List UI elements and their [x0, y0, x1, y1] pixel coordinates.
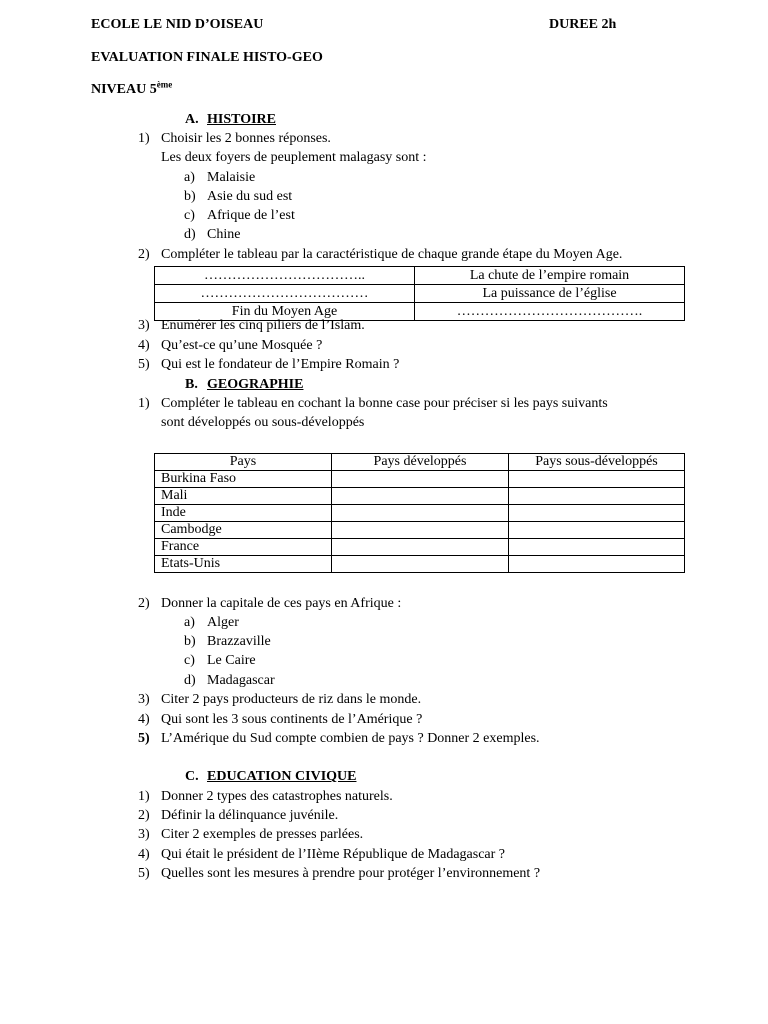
question-number: 2): [138, 808, 150, 823]
question-number: 5): [138, 866, 150, 881]
underdeveloped-checkbox-cell[interactable]: [509, 539, 685, 556]
question-subtext: Les deux foyers de peuplement malagasy sont :: [161, 150, 427, 165]
option-text: Madagascar: [207, 673, 275, 688]
option-letter: c): [184, 208, 195, 223]
question-text: Enumérer les cinq piliers de l’Islam.: [161, 318, 365, 333]
question-number: 4): [138, 847, 150, 862]
question-text: Quelles sont les mesures à prendre pour protéger l’environnement ?: [161, 866, 541, 881]
question-text-continued: sont développés ou sous-développés: [161, 415, 365, 430]
option-text: Le Caire: [207, 653, 256, 668]
country-cell: Cambodge: [155, 522, 332, 539]
option-text: Brazzaville: [207, 634, 271, 649]
option-text: Alger: [207, 615, 239, 630]
country-cell: Inde: [155, 505, 332, 522]
question-number: 2): [138, 596, 150, 611]
section-geographie-letter: B.: [185, 377, 198, 392]
option-text: Malaisie: [207, 170, 256, 185]
question-number: 1): [138, 396, 150, 411]
table-row: [155, 488, 685, 505]
table-cell: ………………………………….: [415, 303, 685, 321]
table-header: Pays: [155, 454, 332, 471]
table-cell: La chute de l’empire romain: [415, 267, 685, 285]
underdeveloped-checkbox-cell[interactable]: [509, 505, 685, 522]
question-number: 3): [138, 827, 150, 842]
question-number: 2): [138, 247, 150, 262]
question-text: Donner la capitale de ces pays en Afrique :: [161, 596, 402, 611]
table-cell: ………………………………: [155, 285, 415, 303]
country-cell: France: [155, 539, 332, 556]
developed-checkbox-cell[interactable]: [332, 471, 509, 488]
question-text: Citer 2 exemples de presses parlées.: [161, 827, 364, 842]
question-number: 1): [138, 131, 150, 146]
developed-checkbox-cell[interactable]: [332, 505, 509, 522]
underdeveloped-checkbox-cell[interactable]: [509, 471, 685, 488]
question-number: 3): [138, 692, 150, 707]
question-number: 5): [138, 357, 150, 372]
option-letter: d): [184, 227, 196, 242]
option-letter: a): [184, 615, 195, 630]
level-text: NIVEAU 5: [91, 82, 157, 97]
table-row: [155, 556, 685, 573]
duration: DUREE 2h: [549, 17, 617, 32]
table-header-row: [155, 454, 685, 471]
option-letter: b): [184, 634, 196, 649]
table-row: [155, 267, 685, 285]
table-row: [155, 471, 685, 488]
exam-title: EVALUATION FINALE HISTO-GEO: [91, 50, 323, 65]
underdeveloped-checkbox-cell[interactable]: [509, 522, 685, 539]
table-header: Pays sous-développés: [509, 454, 685, 471]
developed-checkbox-cell[interactable]: [332, 488, 509, 505]
table-row: [155, 539, 685, 556]
option-text: Asie du sud est: [207, 189, 293, 204]
question-text: Qu’est-ce qu’une Mosquée ?: [161, 338, 323, 353]
option-letter: c): [184, 653, 195, 668]
school-name: ECOLE LE NID D’OISEAU: [91, 17, 264, 32]
question-text: Citer 2 pays producteurs de riz dans le monde.: [161, 692, 422, 707]
question-number: 5): [138, 731, 150, 746]
question-text: L’Amérique du Sud compte combien de pays ? Donner 2 exemples.: [161, 731, 540, 746]
developed-checkbox-cell[interactable]: [332, 556, 509, 573]
underdeveloped-checkbox-cell[interactable]: [509, 488, 685, 505]
table-cell: ……………………………..: [155, 267, 415, 285]
table-row: [155, 522, 685, 539]
question-text: Choisir les 2 bonnes réponses.: [161, 131, 331, 146]
country-cell: Burkina Faso: [155, 471, 332, 488]
section-histoire-letter: A.: [185, 112, 199, 127]
question-text: Qui est le fondateur de l’Empire Romain ?: [161, 357, 400, 372]
question-text: Compléter le tableau par la caractéristique de chaque grande étape du Moyen Age.: [161, 247, 623, 262]
developed-checkbox-cell[interactable]: [332, 522, 509, 539]
question-text: Qui était le président de l’IIème République de Madagascar ?: [161, 847, 506, 862]
question-text: Compléter le tableau en cochant la bonne case pour préciser si les pays suivants: [161, 396, 608, 411]
table-cell: La puissance de l’église: [415, 285, 685, 303]
question-text: Qui sont les 3 sous continents de l’Amérique ?: [161, 712, 423, 727]
underdeveloped-checkbox-cell[interactable]: [509, 556, 685, 573]
question-number: 1): [138, 789, 150, 804]
table-row: [155, 505, 685, 522]
level: [91, 79, 173, 98]
table-cell: Fin du Moyen Age: [155, 303, 415, 321]
option-text: Chine: [207, 227, 241, 242]
country-cell: Mali: [155, 488, 332, 505]
pays-table: [154, 453, 685, 573]
level-sup: ème: [156, 79, 173, 90]
country-cell: Etats-Unis: [155, 556, 332, 573]
question-text: Donner 2 types des catastrophes naturels.: [161, 789, 393, 804]
option-letter: a): [184, 170, 195, 185]
table-header: Pays développés: [332, 454, 509, 471]
table-row: [155, 285, 685, 303]
moyen-age-table: [154, 266, 685, 321]
option-text: Afrique de l’est: [207, 208, 295, 223]
option-letter: b): [184, 189, 196, 204]
section-civique-letter: C.: [185, 769, 199, 784]
question-number: 4): [138, 338, 150, 353]
question-number: 4): [138, 712, 150, 727]
question-number: 3): [138, 318, 150, 333]
section-civique-heading: EDUCATION CIVIQUE: [207, 769, 357, 784]
section-histoire-heading: HISTOIRE: [207, 112, 276, 127]
section-geographie-heading: GEOGRAPHIE: [207, 377, 304, 392]
option-letter: d): [184, 673, 196, 688]
developed-checkbox-cell[interactable]: [332, 539, 509, 556]
question-text: Définir la délinquance juvénile.: [161, 808, 339, 823]
